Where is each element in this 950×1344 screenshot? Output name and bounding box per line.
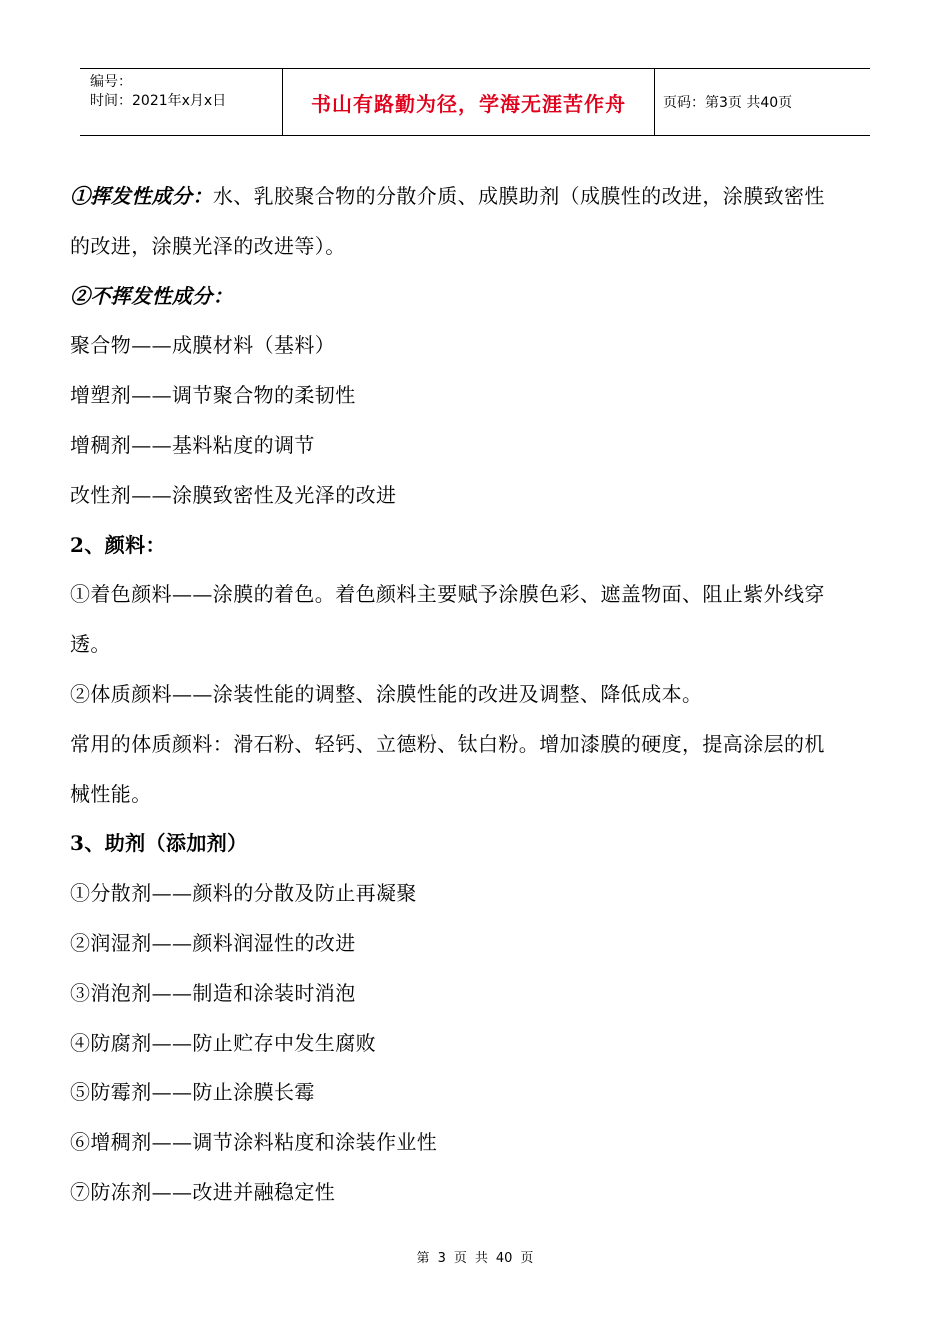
footer-di: 第	[416, 1251, 430, 1266]
paragraph-color-pigment-cont: 透。	[70, 632, 111, 657]
section-heading-additives: 3、助剂（添加剂）	[70, 831, 248, 856]
list-item: 改性剂——涂膜致密性及光泽的改进	[70, 482, 397, 507]
header-meta	[80, 69, 282, 135]
paragraph-volatile-cont: 的改进，涂膜光泽的改进等）。	[70, 233, 346, 258]
list-item: ①分散剂——颜料的分散及防止再凝聚	[70, 881, 417, 906]
header-page-info	[655, 69, 870, 135]
header-motto: 书山有路勤为径，学海无涯苦作舟	[311, 91, 626, 116]
list-item: ⑥增稠剂——调节涂料粘度和涂装作业性	[70, 1130, 438, 1155]
volatile-heading: ①挥发性成分：	[70, 184, 213, 208]
header-time-label: 时间：2021年x月x日	[90, 93, 227, 109]
footer-page-number: 3	[437, 1251, 446, 1266]
list-item: ④防腐剂——防止贮存中发生腐败	[70, 1030, 376, 1055]
page-header	[80, 68, 870, 136]
paragraph-volatile	[70, 172, 900, 222]
footer-total-pages: 40	[495, 1251, 513, 1266]
document-body	[70, 172, 900, 1218]
footer-gong: 共	[474, 1251, 488, 1266]
header-number-label: 编号：	[90, 74, 132, 90]
paragraph-color-pigment: ①着色颜料——涂膜的着色。着色颜料主要赋予涂膜色彩、遮盖物面、阻止紫外线穿	[70, 582, 825, 607]
list-item: 增塑剂——调节聚合物的柔韧性	[70, 383, 356, 408]
list-item: ②润湿剂——颜料润湿性的改进	[70, 930, 356, 955]
list-item: ⑤防霉剂——防止涂膜长霉	[70, 1080, 315, 1105]
header-page-info-text: 页码：第3页 共40页	[663, 95, 793, 111]
paragraph-common-extenders-cont: 械性能。	[70, 781, 152, 806]
paragraph-extender-pigment: ②体质颜料——涂装性能的调整、涂膜性能的改进及调整、降低成本。	[70, 681, 703, 706]
list-item: 聚合物——成膜材料（基料）	[70, 333, 336, 358]
section-heading-pigment: 2、颜料：	[70, 532, 166, 557]
footer-ye-end: 页	[520, 1251, 534, 1266]
list-item: ⑦防冻剂——改进并融稳定性	[70, 1179, 336, 1204]
page-footer	[0, 1247, 950, 1266]
header-motto-cell	[282, 69, 655, 135]
list-item: ③消泡剂——制造和涂装时消泡	[70, 980, 356, 1005]
list-item: 增稠剂——基料粘度的调节	[70, 432, 315, 457]
nonvolatile-heading: ②不挥发性成分：	[70, 283, 234, 308]
footer-ye: 页	[453, 1251, 467, 1266]
volatile-text: 水、乳胶聚合物的分散介质、成膜助剂（成膜性的改进，涂膜致密性	[212, 184, 825, 208]
paragraph-common-extenders: 常用的体质颜料：滑石粉、轻钙、立德粉、钛白粉。增加漆膜的硬度，提高涂层的机	[70, 731, 825, 756]
